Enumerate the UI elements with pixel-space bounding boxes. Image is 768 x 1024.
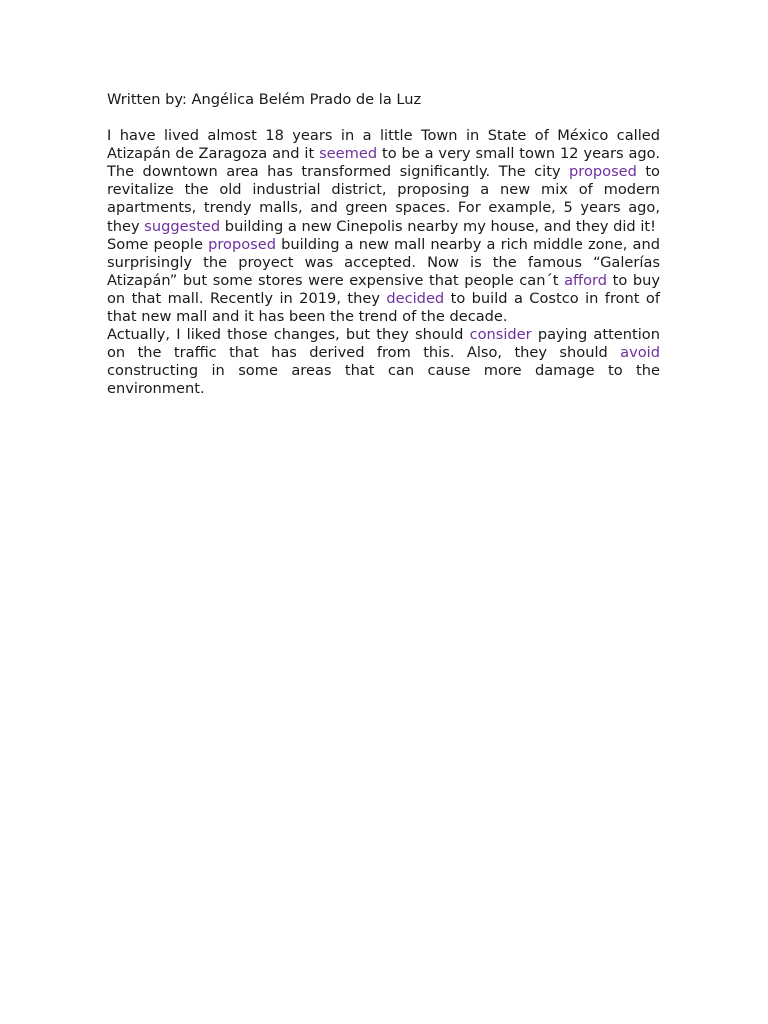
paragraph-text: to build a Costco in front of that new mall and it has been the trend of the decade. [107,289,660,326]
paragraph-text: building a new Cinepolis nearby my house, and they did it! [220,217,656,235]
paragraph-text: Actually, I liked those changes, but they should [107,326,470,344]
highlighted-word: afford [564,271,608,289]
paragraph-text: to buy on that mall. Recently in 2019, they [107,271,660,307]
paragraph-1 [107,127,660,236]
document-body [107,91,660,399]
highlighted-word: avoid [620,344,660,362]
highlighted-word: proposed [569,163,637,181]
highlighted-word: decided [386,289,445,307]
paragraph-text: Some people [107,235,209,253]
highlighted-word: seemed [319,145,378,163]
paragraph-text: to be a very small town 12 years ago. The downtown area has transformed significantly. The city [107,145,660,181]
highlighted-word: proposed [208,235,276,253]
highlighted-word: consider [469,326,532,344]
paragraph-text: to revitalize the old industrial district, proposing a new mix of modern apartments, trendy malls, and green spaces. For example, 5 years ago, they [107,163,660,235]
paragraph-2 [107,236,660,326]
paragraph-text: I have lived almost 18 years in a little Town in State of México called Atizapán de Zaragoza and it [107,127,660,163]
highlighted-word: suggested [144,217,221,235]
paragraph-text: constructing in some areas that can cause more damage to the environment. [107,362,660,398]
paragraph-text: building a new mall nearby a rich middle zone, and surprisingly the proyect was accepted. Now is the famous “Galerías Atizapán” but some stores were expensive that people can´t [107,235,660,289]
author-line: Written by: Angélica Belém Prado de la Luz [107,91,422,108]
paragraph-text: paying attention on the traffic that has derived from this. Also, they should [107,326,660,362]
paragraph-3 [107,326,660,398]
